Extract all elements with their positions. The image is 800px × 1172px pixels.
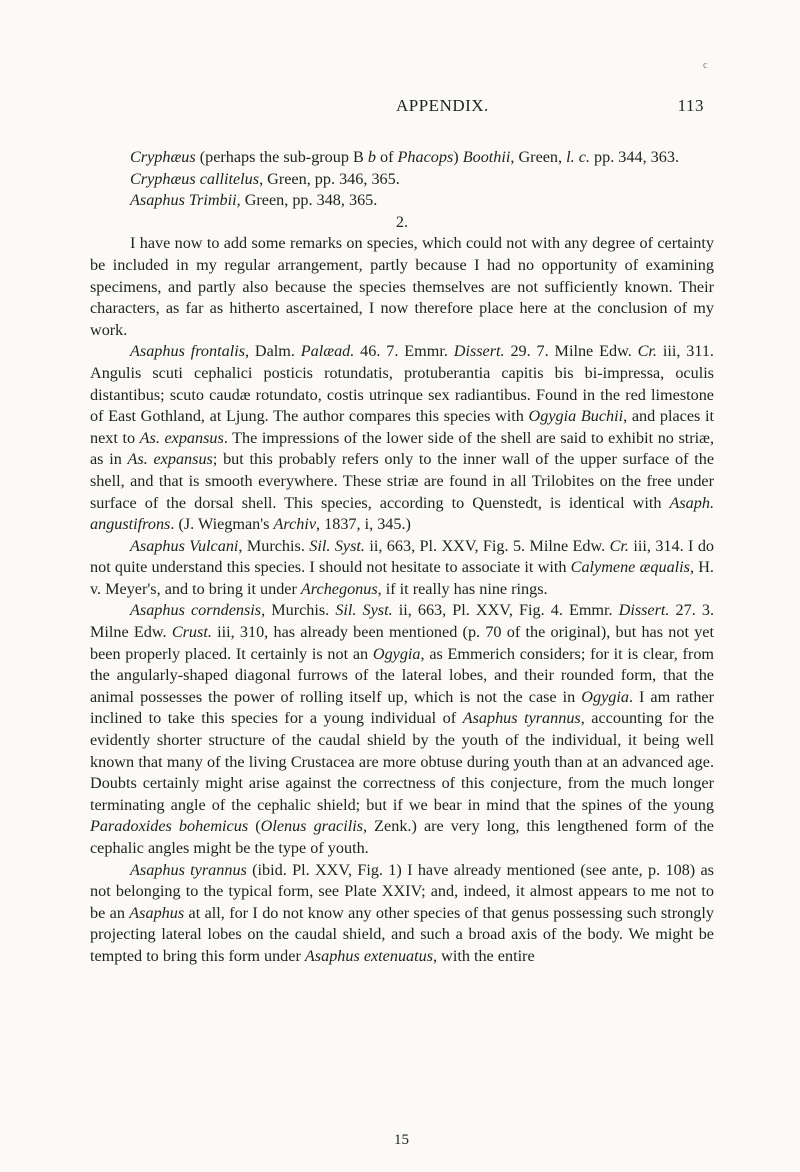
page-body: [90, 147, 714, 968]
paragraph-asaphus-vulcani: Asaphus Vulcani, Murchis. Sil. Syst. ii, 663, Pl. XXV, Fig. 5. Milne Edw. Cr. iii, 314. I do not quite understand this species. I should not hesitate to associate it with Calymene æqualis, H. v. Meyer's, and to bring it under Archegonus, if it really has nine rings.: [90, 536, 715, 598]
section-number: 2.: [395, 212, 409, 231]
signature-mark: 15: [394, 1132, 409, 1148]
page-number: 113: [677, 96, 704, 115]
paragraph-asaphus-frontalis: Asaphus frontalis, Dalm. Palæad. 46. 7. Emmr. Dissert. 29. 7. Milne Edw. Cr. iii, 311. Angulis scuti cephalici posticis rotundatis, protuberantia capitis bis bi-impressa, oculis distantibus; scuto caudæ rotundato, costis utrinque sex radiantibus. Found in the red limestone of East Gothland, at Ljung. The author compares this species with Ogygia Buchii, and places it next to As. expansus. The impressions of the lower side of the shell are said to exhibit no striæ, as in As. expansus; but this probably refers only to the inner wall of the upper surface of the shell, and that is smooth everywhere. These striæ are found in all Trilobites on the free under surface of the dorsal shell. This species, according to Quenstedt, is identical with Asaph. angustifrons. (J. Wiegman's Archiv, 1837, i, 345.): [90, 342, 715, 534]
paragraph-asaphus-corndensis: Asaphus corndensis, Murchis. Sil. Syst. ii, 663, Pl. XXV, Fig. 4. Emmr. Dissert. 27. 3. Milne Edw. Crust. iii, 310, has already been mentioned (p. 70 of the original), but has not yet been properly placed. It certainly is not an Ogygia, as Emmerich considers; for it is clear, from the angularly-shaped diagonal furrows of the lateral lobes, and their rounded form, that the animal possesses the power of rolling itself up, which is not the case in Ogygia. I am rather inclined to take this species for a young individual of Asaphus tyrannus, accounting for the evidently shorter structure of the caudal shield by the youth of the individual, it being well known that many of the living Crustacea are more obtuse during youth than at an advanced age. Doubts certainly might arise against the correctness of this conjecture, from the much longer terminating angle of the cephalic shield; but if we bear in mind that the spines of the young Paradoxides bohemicus (Olenus gracilis, Zenk.) are very long, this lengthened form of the cephalic angles might be the type of youth.: [90, 601, 715, 857]
paragraph-asaphus-tyrannus: Asaphus tyrannus (ibid. Pl. XXV, Fig. 1) I have already mentioned (see ante, p. 108) as not belonging to the typical form, see Plate XXIV; and, indeed, it almost appears to me not to be an Asaphus at all, for I do not know any other species of that genus possessing such strongly projecting lateral lobes on the caudal shield, and such a broad axis of the body. We might be tempted to bring this form under Asaphus extenuatus, with the entire: [90, 860, 714, 965]
list-entry: Cryphæus callitelus, Green, pp. 346, 365.: [130, 169, 400, 188]
paragraph-intro: I have now to add some remarks on species, which could not with any degree of certainty be included in my regular arrangement, partly because I had no opportunity of examining specimens, and partly also because the species themselves are not sufficiently known. Their characters, as far as hitherto ascertained, I now therefore place here at the conclusion of my work.: [90, 234, 714, 339]
corner-mark: c: [703, 60, 708, 71]
list-entry: Asaphus Trimbii, Green, pp. 348, 365.: [130, 191, 378, 210]
list-entry: Cryphæus (perhaps the sub-group B b of Phacops) Boothii, Green, l. c. pp. 344, 363.: [130, 148, 679, 166]
header-title: APPENDIX.: [396, 96, 489, 115]
